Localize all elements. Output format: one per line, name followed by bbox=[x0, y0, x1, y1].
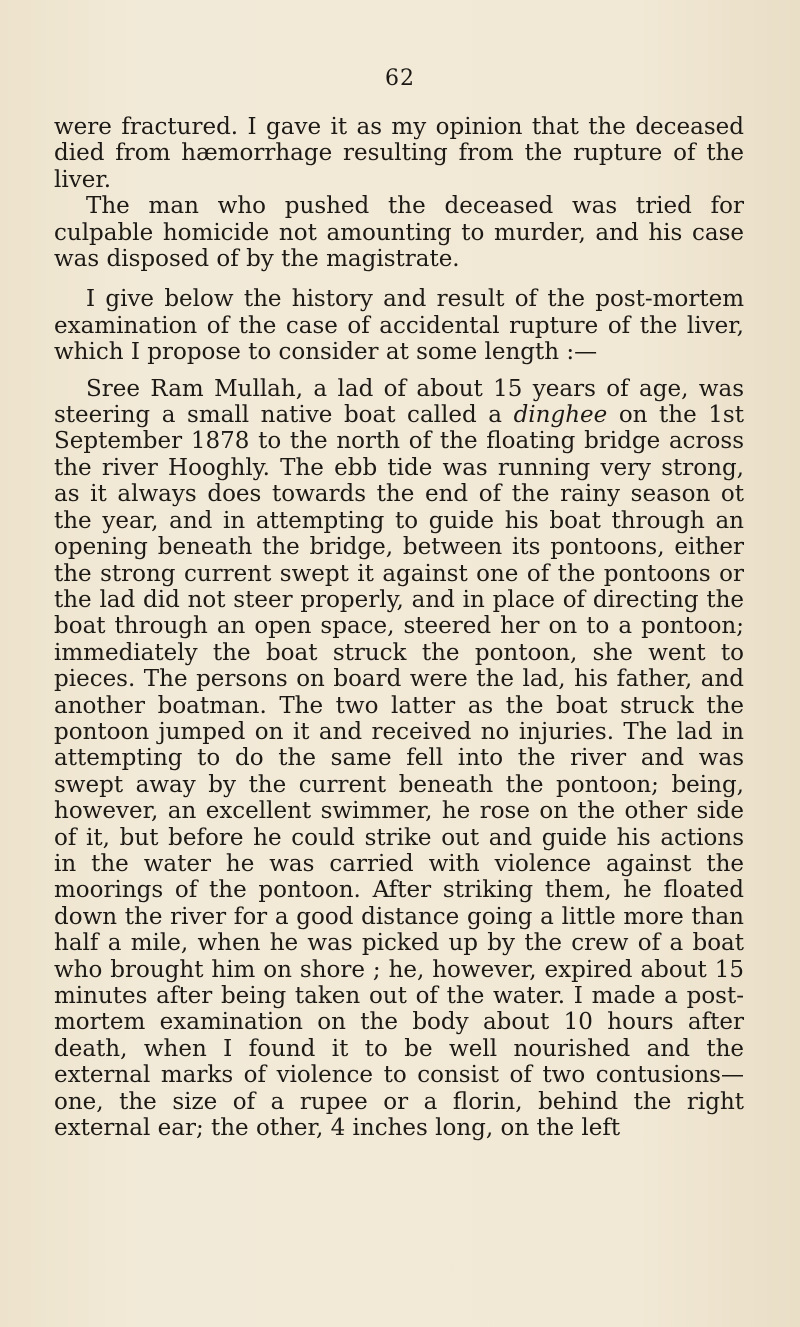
page-number: 62 bbox=[385, 66, 415, 91]
paragraph-continuation: were fractured. I gave it as my opinion that the deceased died from hæmorrhage resulting from the rupture of the liver. bbox=[54, 114, 744, 193]
body-text bbox=[54, 114, 744, 1141]
case-history-text-start: Sree Ram Mullah, a lad of about 15 years of age, was steering a small native boat called a bbox=[54, 375, 744, 429]
paragraph-trial: The man who pushed the deceased was tried for culpable homicide not amounting to murder, and his case was disposed of by the magistrate. bbox=[54, 193, 744, 273]
paragraph-case-history bbox=[54, 376, 744, 1142]
paragraph-introduction: I give below the history and result of the post-mortem examination of the case of accidental rupture of the liver, which I propose to consider at some length :— bbox=[54, 286, 744, 366]
case-history-text-end: on the 1st September 1878 to the north of the floating bridge across the river Hooghly. The ebb tide was running very strong, as it always does towards the end of the rainy season ot the year, and in attempting to guide his boat through an opening beneath the bridge, between its pontoons, either the strong current swept it against one of the pontoons or the lad did not steer properly, and in place of directing the boat through an open space, steered her on to a pontoon; immediately the boat struck the pontoon, she went to pieces. The persons on board were the lad, his father, and another boatman. The two latter as the boat struck the pontoon jumped on it and received no injuries. The lad in attempting to do the same fell into the river and was swept away by the current beneath the pontoon; being, however, an excellent swimmer, he rose on the other side of it, but before he could strike out and guide his actions in the water he was carried with violence against the moorings of the pontoon. After striking them, he floated down the river for a good distance going a little more than half a mile, when he was picked up by the crew of a boat who brought him on shore ; he, however, expired about 15 minutes after being taken out of the water. I made a post-mortem examination on the body about 10 hours after death, when I found it to be well nourished and the external marks of violence to consist of two contusions—one, the size of a rupee or a florin, behind the right external ear; the other, 4 inches long, on the left bbox=[54, 402, 744, 1142]
boat-name-italic: dinghee bbox=[513, 402, 608, 429]
